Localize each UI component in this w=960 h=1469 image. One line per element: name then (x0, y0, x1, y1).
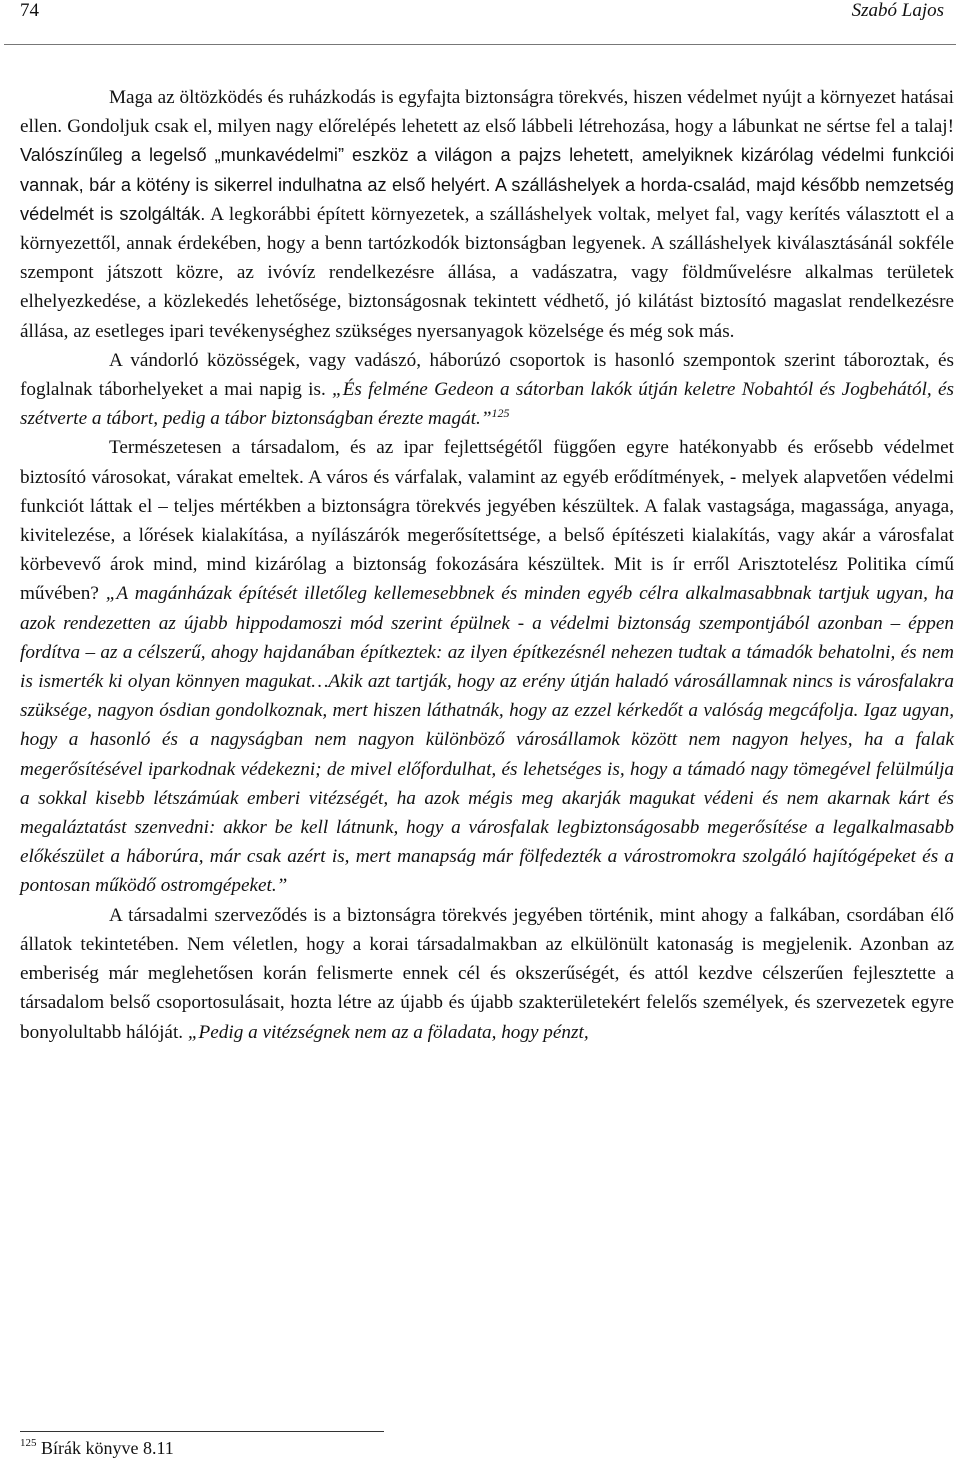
paragraph-4-quote: „Pedig a vitézségnek nem az a föladata, hogy pénzt, (187, 1021, 589, 1043)
page-number: 74 (20, 0, 39, 21)
body-text (20, 83, 954, 1047)
footnote-number: 125 (20, 1437, 37, 1449)
footnote-reference: 125 (491, 406, 510, 421)
header-rule (4, 44, 956, 45)
paragraph-3-text: Természetesen a társadalom, és az ipar fejlettségétől függően egyre hatékonyabb és erősebb védelmet biztosító városokat, várakat emeltek. A város és várfalak, valamint az egyéb erődítmények, - melyek alapvetően védelmi funkciót láttak el – teljes mértékben a biztonságra törekvés jegyében készültek. A falak vastagsága, magassága, anyaga, kivitelezése, a lőrések kialakítása, a nyílászárók megerősítettsége, a belső építészeti kialakítás, vagy akár a városfalat körbevevő árok mind, mind kizárólag a biztonság fokozására készültek. Mit is ír erről Arisztotelész Politika című művében? (20, 437, 954, 605)
footnote-rule (20, 1431, 384, 1432)
running-head: Szabó Lajos (851, 0, 944, 21)
paragraph-1-sentence-4: A szálláshelyek kiválasztásánál sokféle szempont játszott közre, az ivóvíz rendelkezésre állása, a vadászatra, vagy földművelésre alkalmas területek elhelyezkedése, a közlekedés lehetősége, biztonságosnak tekintett védhető, jó kilátást biztosító magaslat rendelkezésre állása, az esetleges ipari tevékenységhez szükséges nyersanyagok közelsége és még sok más. (20, 233, 955, 342)
paragraph-4-text: A társadalmi szerveződés is a biztonságra törekvés jegyében történik, mint ahogy a falkában, csordában élő állatok tekintetében. Nem véletlen, hogy a korai társadalmakban az elkülönült katonaság is megjelenik. Azonban az emberiség már meglehetősen korán felismerte ennek cél és okszerűségét, és attól kezdve célszerűen fejlesztette a társadalom belső csoportosulásait, hozta létre az újabb és újabb szakterületekért felelős személyek, és szervezetek egyre bonyolultabb hálóját. (20, 904, 954, 1043)
paragraph-1-sans-passage: Valószínűleg a legelső „munkavédelmi” eszköz a világon a pajzs lehetett, amelyiknek kizárólag védelmi funkciói vannak, bár a kötény is sikerrel indulhatna az első helyért. A szálláshelyek a horda-család, majd később nemzetség védelmét is szolgálták. (20, 145, 954, 224)
paragraph-1-sentence-1: Maga az öltözködés és ruházkodás is egyfajta biztonságra törekvés, hiszen védelmet nyújt a környezet hatásai ellen. Gondoljuk csak el, milyen nagy előrelépés lehetett az első lábbeli létrehozása, hogy a lábunkat ne sértse fel a talaj! (20, 87, 954, 138)
paragraph-4 (20, 901, 954, 1047)
paragraph-1 (20, 83, 954, 346)
paragraph-2-text: A vándorló közösségek, vagy vadászó, háborúzó csoportok is hasonló szempontok szerint táboroztak, és foglalnak táborhelyeket a mai napig is. (20, 349, 954, 401)
footnote-text: Bírák könyve 8.11 (41, 1438, 174, 1458)
page-header (20, 0, 944, 30)
paragraph-2 (20, 346, 954, 434)
paragraph-3-quote: „A magánházak építését illetőleg kellemesebbnek és minden egyéb célra alkalmasabbnak tartjuk ugyan, ha azok rendezetten az újabb hippodamoszi mód szerint épülnek - a védelmi biztonság szempontjából azonban – éppen fordítva – az a célszerű, ahogy hajdanában építkeztek: az ilyen építkezésnél nehezen tudtak a támadók behatolni, és nem is ismerték ki olyan könnyen magukat…Akik azt tartják, hogy az erény útján haladó városállamnak nincs is városfalakra szüksége, nagyon ósdian gondolkoznak, mert hiszen láthatnák, hogy az ezzel kérkedőt a valóság megcáfolja. Igaz ugyan, hogy a hasonló és a nagyságban nem nagyon különböző városállamok között nem nagyon helyes, ha a falak megerősítésével iparkodnak védekezni; de mivel előfordulhat, és lehetséges is, hogy a támadó nagy tömegével felülmúlja a sokkal kisebb létszámúak emberi vitézségét, ha azok mégis meg akarják magukat védeni és nem akarnak kárt és megaláztatást szenvedni: akkor be kell látnunk, hogy a városfalak legbiztonságosabb megerősítése a legalkalmasabb előkészület a háborúra, már csak azért is, mert manapság már fölfedezték a várostromokra szolgáló hajítógépeket és a pontosan működő ostromgépeket.” (20, 583, 954, 897)
paragraph-2-quote: „És felméne Gedeon a sátorban lakók útján keletre Nobahtól és Jogbehától, és szétverte a tábort, pedig a tábor biztonságban érezte magát.” (20, 379, 954, 430)
paragraph-1-sentence-3: A legkorábbi épített környezetek, a szálláshelyek voltak, melyet fal, vagy kerítés választott el a környezettől, annak érdekében, hogy a benn tartózkodók biztonságban legyenek. (20, 203, 955, 255)
paragraph-3 (20, 433, 954, 900)
footnote (20, 1438, 174, 1459)
